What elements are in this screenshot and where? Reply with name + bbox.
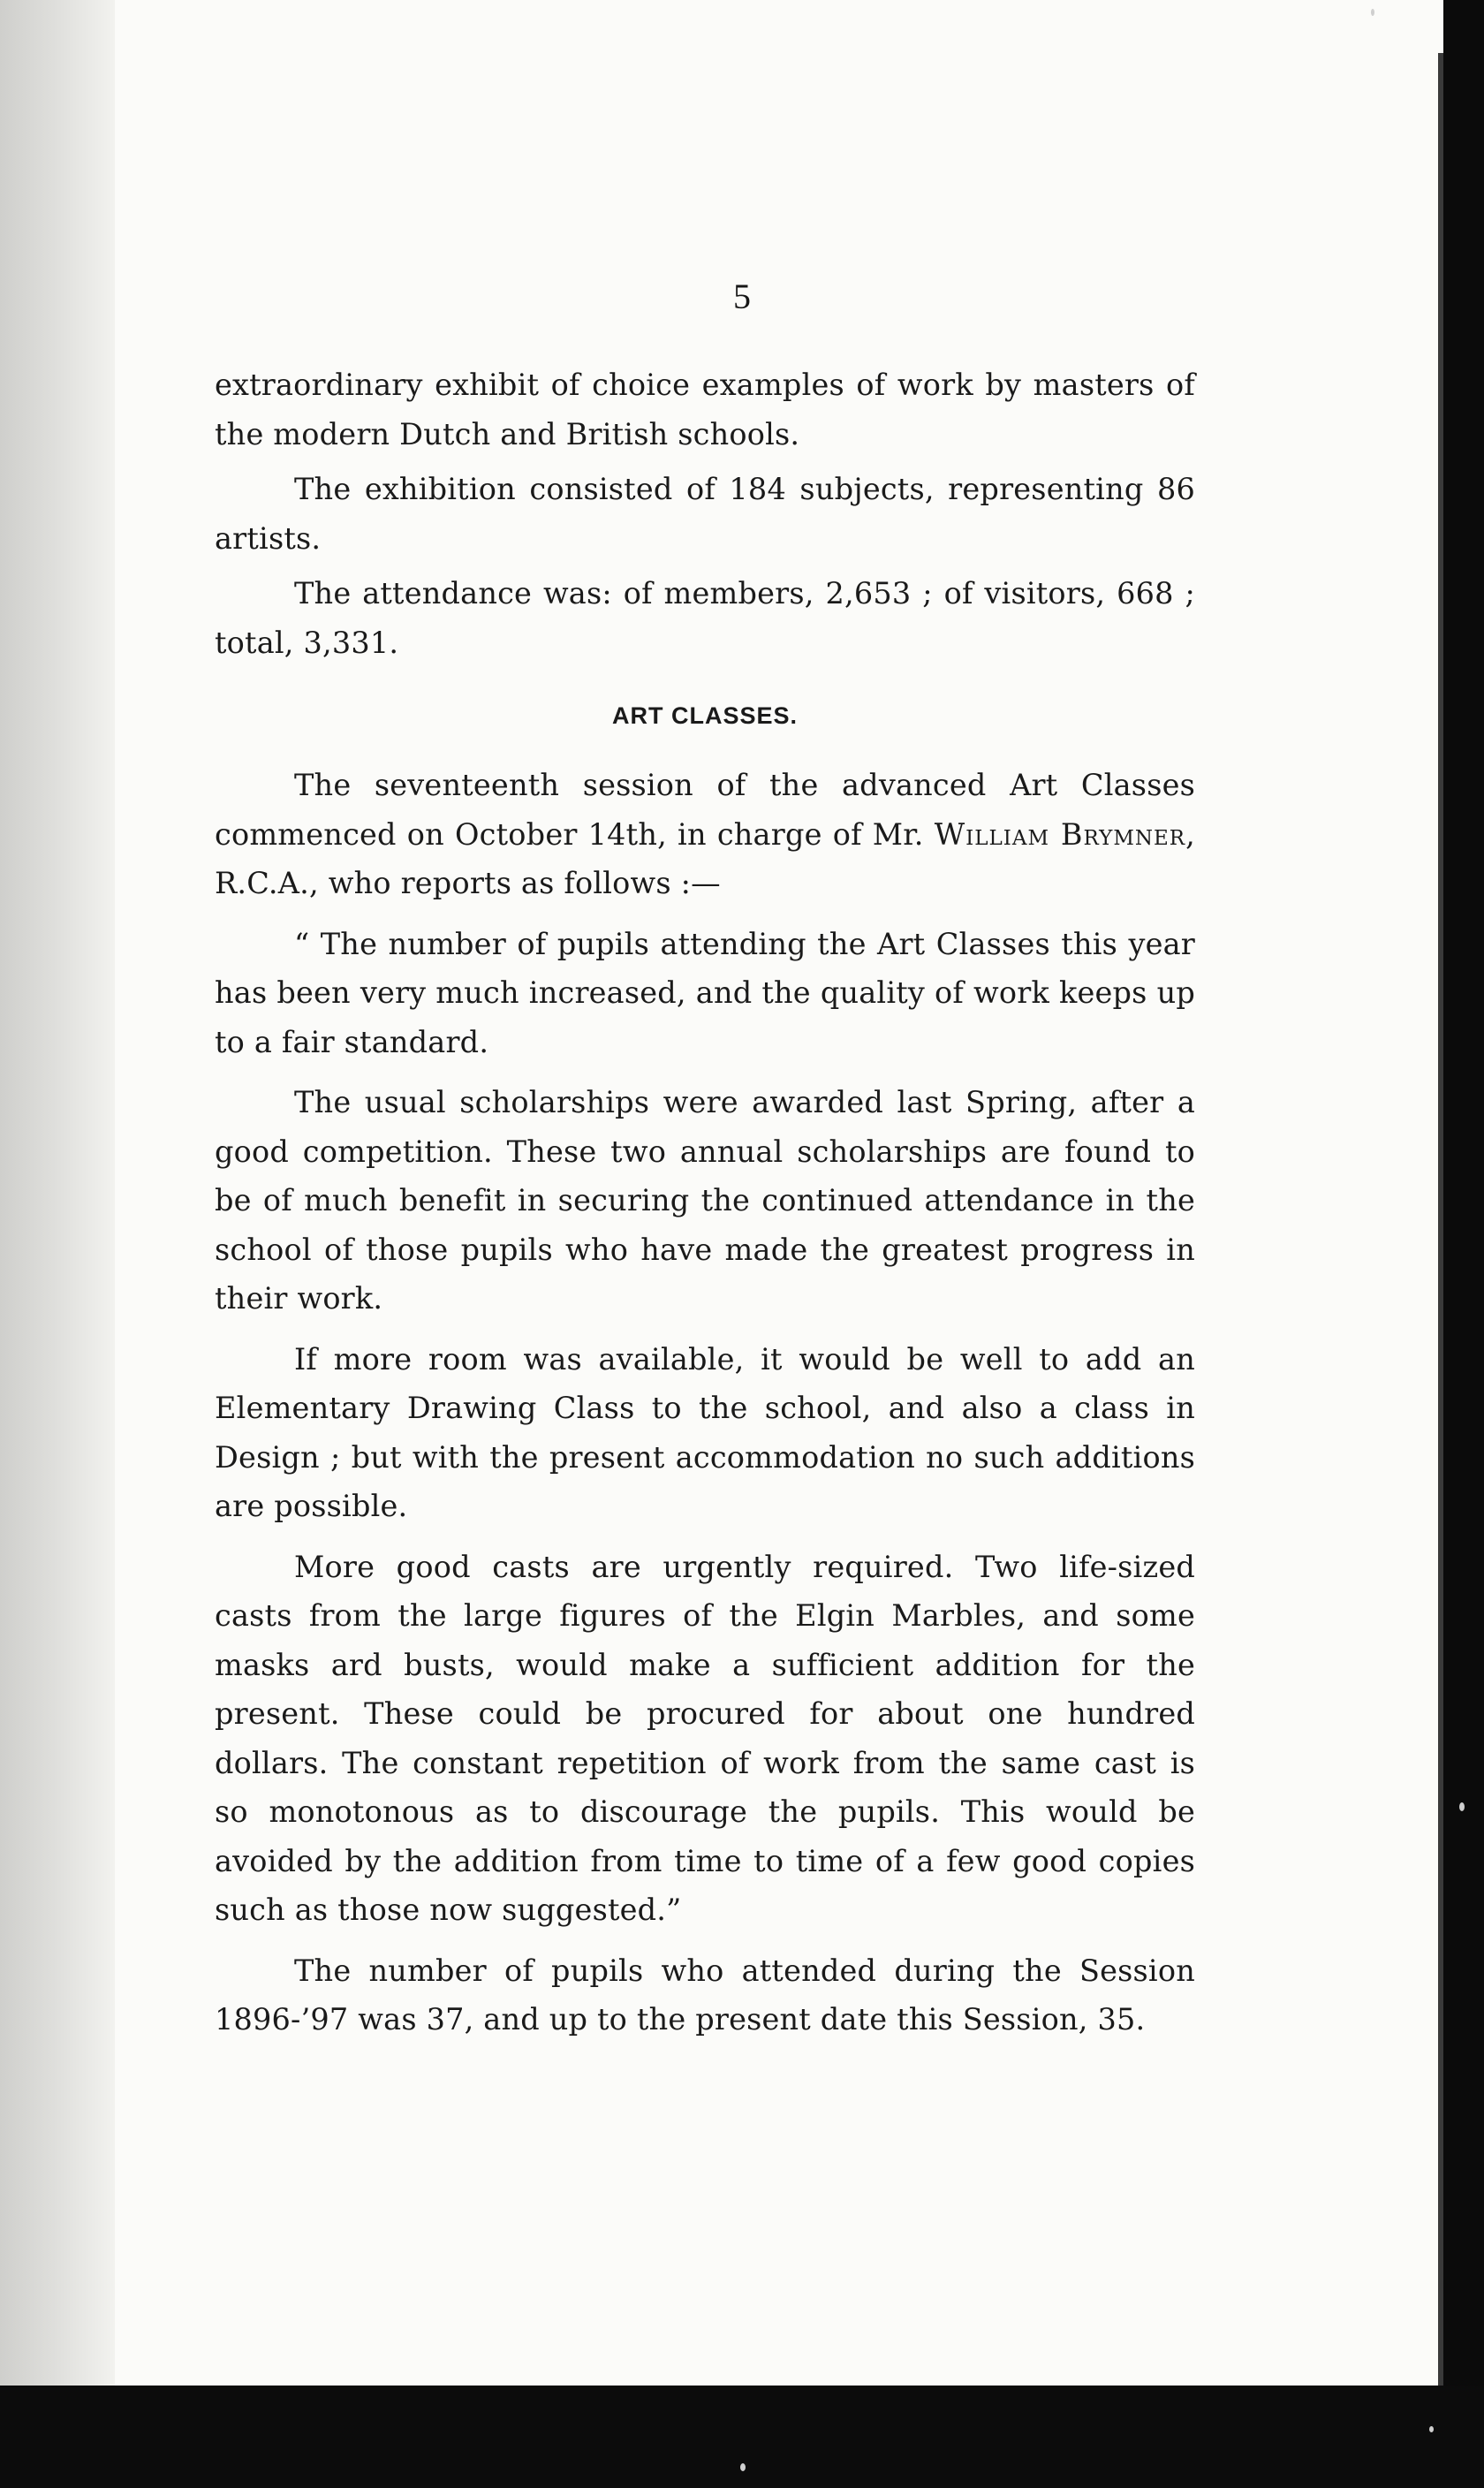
dust-speck <box>1459 1802 1465 1811</box>
intro-text-before-name: The seventeenth session of the advanced Art Classes commenced on October 14th, in charge of Mr. <box>215 768 1195 852</box>
instructor-name: William Brymner <box>934 816 1186 852</box>
paragraph-report-room: If more room was available, it would be well to add an Elementary Drawing Class to the school, and also a class in Design ; but with the present accommodation no such additions are possible. <box>215 1341 1195 1523</box>
scan-bottom-border <box>0 2386 1484 2488</box>
paragraph-report-scholarships: The usual scholarships were awarded last Spring, after a good competition. These two annual scholarships are found to be of much benefit in securing the continued attendance in the school of those pupils who have made the greatest progress in their work. <box>215 1085 1195 1316</box>
paragraph-session-intro <box>215 761 1195 908</box>
paragraph-report-pupils: “ The number of pupils attending the Art Classes this year has been very much increased, and the quality of work keeps up to a fair standard. <box>215 926 1195 1059</box>
dust-speck <box>1429 2426 1434 2432</box>
dust-speck <box>740 2463 746 2471</box>
body-text <box>215 360 1195 2044</box>
scan-right-border <box>1443 0 1484 2488</box>
binding-gutter-shadow <box>0 0 115 2386</box>
paragraph-exhibit-continuation: extraordinary exhibit of choice examples of work by masters of the modern Dutch and British schools. <box>215 368 1195 451</box>
paragraph-attendance: The attendance was: of members, 2,653 ; of visitors, 668 ; total, 3,331. <box>215 576 1195 660</box>
paragraph-report-casts: More good casts are urgently required. Two life-sized casts from the large figures of the Elgin Marbles, and some masks ard busts, would make a sufficient addition for the present. These could be procured for about one hundred dollars. The constant repetition of work from the same cast is so monotonous as to discourage the pupils. This would be avoided by the addition from time to time of a few good copies such as those now suggested.” <box>215 1549 1195 1927</box>
section-heading-art-classes: ART CLASSES. <box>611 702 799 729</box>
intro-text-after-name: , R.C.A., who reports as follows :— <box>215 816 1195 900</box>
dust-speck <box>1371 9 1374 16</box>
page-number: 5 <box>733 277 751 316</box>
paragraph-pupil-numbers: The number of pupils who attended during the Session 1896-’97 was 37, and up to the present date this Session, 35. <box>215 1953 1195 2037</box>
paragraph-exhibition-subjects: The exhibition consisted of 184 subjects, representing 86 artists. <box>215 472 1195 556</box>
